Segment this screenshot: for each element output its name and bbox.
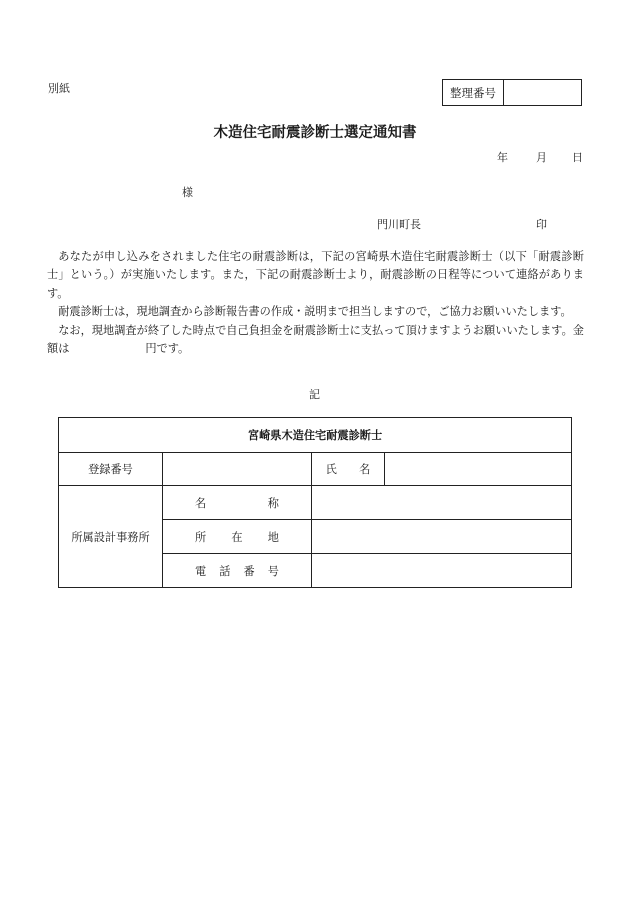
registration-number-label: 登録番号 — [59, 453, 163, 486]
label-char: 号 — [267, 564, 279, 578]
label-char: 称 — [267, 496, 279, 510]
name-value — [385, 453, 572, 486]
office-label: 所属設計事務所 — [59, 486, 163, 588]
addressee-suffix: 様 — [182, 186, 193, 199]
payment-paragraph — [47, 322, 584, 359]
office-address-label — [163, 520, 312, 554]
label-char: 電 — [195, 564, 207, 578]
notes-heading: 記 — [309, 388, 320, 401]
date-day-unit: 日 — [572, 151, 583, 164]
reference-number-label: 整理番号 — [443, 80, 504, 105]
annex-label: 別紙 — [48, 82, 70, 95]
label-char: 話 — [219, 564, 231, 578]
name-label: 氏 名 — [312, 453, 385, 486]
table-header: 宮崎県木造住宅耐震診断士 — [59, 418, 572, 453]
payment-text-end: 円です。 — [145, 342, 190, 356]
office-address-value — [312, 520, 572, 554]
label-char: 在 — [231, 530, 243, 544]
date-year-unit: 年 — [497, 151, 508, 164]
reference-number-box — [442, 79, 582, 106]
reference-number-value — [504, 80, 581, 105]
seal-mark: 印 — [536, 218, 547, 231]
body-paragraph: 耐震診断士は，現地調査から診断報告書の作成・説明まで担当しますので，ご協力お願いいたします。 — [58, 305, 572, 319]
diagnostician-table — [58, 417, 572, 588]
office-name-label — [163, 486, 312, 520]
body-paragraph: あなたが申し込みをされました住宅の耐震診断は，下記の宮崎県木造住宅耐震診断士（以下「耐震診断士」という。）が実施いたします。また，下記の耐震診断士より，耐震診断の日程等について連絡があります。 — [47, 250, 584, 300]
label-char: 名 — [195, 496, 207, 510]
payment-text: なお，現地調査が終了した時点で自己負担金を耐震診断士に支払って頂けますようお願いいたします。金額は — [47, 323, 584, 356]
notice-body — [47, 248, 584, 358]
office-phone-label — [163, 554, 312, 588]
date-month-unit: 月 — [536, 151, 547, 164]
label-char: 番 — [243, 564, 255, 578]
label-char: 地 — [267, 530, 279, 544]
document-title: 木造住宅耐震診断士選定通知書 — [213, 124, 417, 141]
office-name-value — [312, 486, 572, 520]
office-phone-value — [312, 554, 572, 588]
registration-number-value — [163, 453, 312, 486]
label-char: 所 — [195, 530, 207, 544]
sender-name: 門川町長 — [377, 218, 421, 231]
